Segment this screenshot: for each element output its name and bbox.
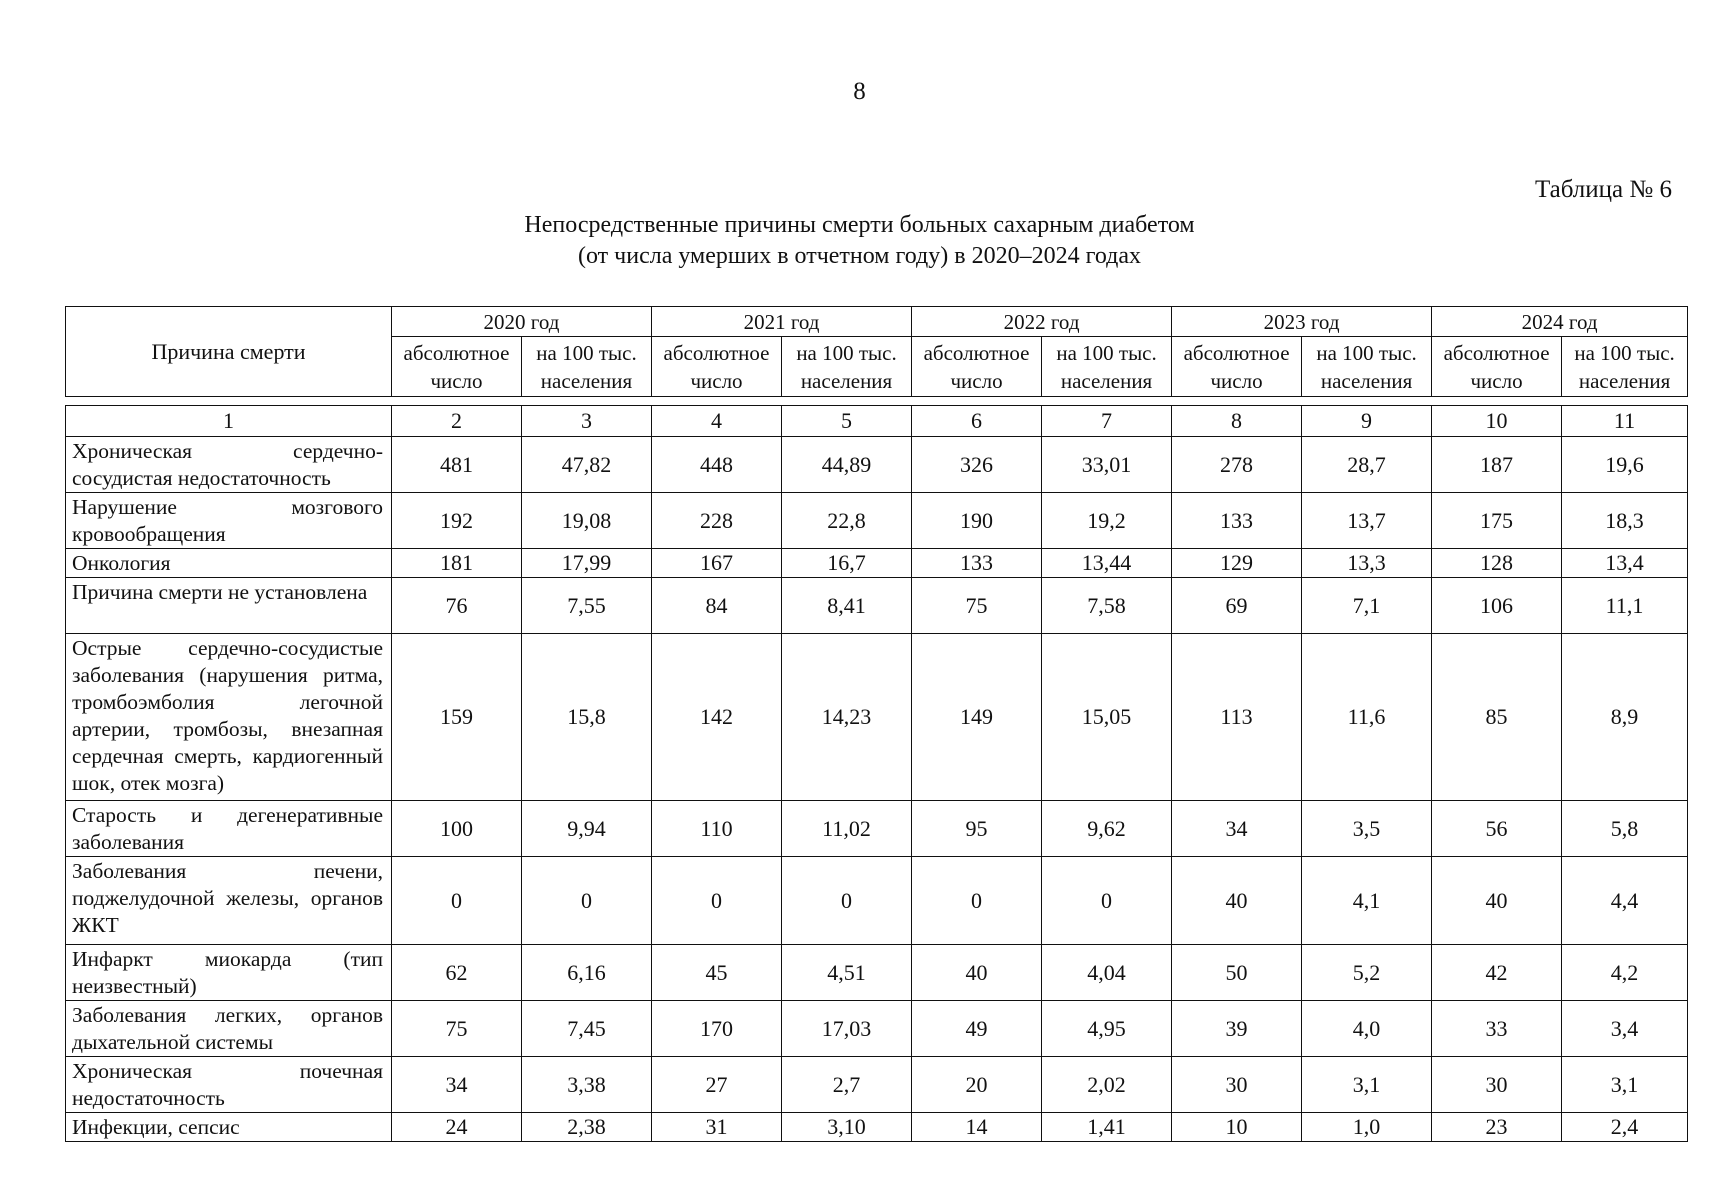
per-100k-cell: 22,8 — [782, 493, 912, 549]
table-title — [0, 210, 1719, 272]
per-100k-cell: 7,1 — [1302, 578, 1432, 634]
cause-column-header: Причина смерти — [66, 307, 392, 397]
absolute-number-cell: 190 — [912, 493, 1042, 549]
per-100k-cell: 6,16 — [522, 945, 652, 1001]
cause-cell: Хроническая почечная недостаточность — [66, 1057, 392, 1113]
table-row — [66, 1001, 1688, 1057]
cause-cell: Инфаркт миокарда (тип неизвестный) — [66, 945, 392, 1001]
absolute-number-cell: 84 — [652, 578, 782, 634]
absolute-number-cell: 34 — [1172, 801, 1302, 857]
absolute-number-cell: 159 — [392, 634, 522, 801]
column-number-row — [66, 406, 1688, 437]
per-100k-cell: 33,01 — [1042, 437, 1172, 493]
absolute-number-cell: 129 — [1172, 549, 1302, 578]
cause-cell: Старость и дегенеративные заболевания — [66, 801, 392, 857]
year-header-2024: 2024 год — [1432, 307, 1688, 337]
per-100k-cell: 13,7 — [1302, 493, 1432, 549]
per-100k-cell: 17,03 — [782, 1001, 912, 1057]
absolute-number-cell: 133 — [912, 549, 1042, 578]
absolute-number-cell: 49 — [912, 1001, 1042, 1057]
per-100k-cell: 3,5 — [1302, 801, 1432, 857]
absolute-number-cell: 14 — [912, 1113, 1042, 1142]
absolute-number-cell: 30 — [1432, 1057, 1562, 1113]
per-100k-cell: 2,4 — [1562, 1113, 1688, 1142]
per-100k-cell: 2,7 — [782, 1057, 912, 1113]
per-100k-cell: 9,62 — [1042, 801, 1172, 857]
year-header-2020: 2020 год — [392, 307, 652, 337]
absolute-number-cell: 34 — [392, 1057, 522, 1113]
table-row — [66, 801, 1688, 857]
table-row — [66, 578, 1688, 634]
table-label: Таблица № 6 — [1534, 176, 1672, 203]
per-100k-cell: 5,2 — [1302, 945, 1432, 1001]
table-row — [66, 549, 1688, 578]
per-100k-cell: 0 — [1042, 857, 1172, 945]
absolute-number-cell: 23 — [1432, 1113, 1562, 1142]
absolute-number-header: абсолютное число — [1172, 337, 1302, 397]
cause-cell: Инфекции, сепсис — [66, 1113, 392, 1142]
absolute-number-cell: 128 — [1432, 549, 1562, 578]
table-title-line-2: (от числа умерших в отчетном году) в 2020–2024 годах — [577, 243, 1141, 269]
absolute-number-cell: 142 — [652, 634, 782, 801]
per-100k-cell: 44,89 — [782, 437, 912, 493]
per-100k-cell: 18,3 — [1562, 493, 1688, 549]
data-table — [65, 405, 1688, 1142]
column-number: 9 — [1302, 406, 1432, 437]
year-header-row — [66, 307, 1688, 337]
column-number: 6 — [912, 406, 1042, 437]
absolute-number-cell: 40 — [1432, 857, 1562, 945]
per-100k-cell: 19,08 — [522, 493, 652, 549]
absolute-number-cell: 30 — [1172, 1057, 1302, 1113]
per-100k-cell: 1,41 — [1042, 1113, 1172, 1142]
cause-cell: Острые сердечно-сосудистые заболевания (нарушения ритма, тромбоэмболия легочной артерии, тромбозы, внезапная сердечная смерть, кардиогенный шок, отек мозга) — [66, 634, 392, 801]
per-100k-cell: 13,44 — [1042, 549, 1172, 578]
column-number: 7 — [1042, 406, 1172, 437]
absolute-number-cell: 31 — [652, 1113, 782, 1142]
column-number: 3 — [522, 406, 652, 437]
per-100k-cell: 7,58 — [1042, 578, 1172, 634]
absolute-number-header: абсолютное число — [912, 337, 1042, 397]
per-100k-cell: 3,1 — [1302, 1057, 1432, 1113]
per-100k-header: на 100 тыс. населения — [1302, 337, 1432, 397]
absolute-number-cell: 95 — [912, 801, 1042, 857]
year-header-2021: 2021 год — [652, 307, 912, 337]
absolute-number-cell: 326 — [912, 437, 1042, 493]
absolute-number-cell: 40 — [912, 945, 1042, 1001]
cause-cell: Нарушение мозгового кровообращения — [66, 493, 392, 549]
absolute-number-header: абсолютное число — [392, 337, 522, 397]
per-100k-cell: 4,95 — [1042, 1001, 1172, 1057]
table-row — [66, 437, 1688, 493]
absolute-number-cell: 27 — [652, 1057, 782, 1113]
per-100k-cell: 1,0 — [1302, 1113, 1432, 1142]
cause-cell: Заболевания печени, поджелудочной железы, органов ЖКТ — [66, 857, 392, 945]
per-100k-header: на 100 тыс. населения — [1042, 337, 1172, 397]
per-100k-header: на 100 тыс. населения — [1562, 337, 1688, 397]
per-100k-cell: 13,3 — [1302, 549, 1432, 578]
absolute-number-cell: 24 — [392, 1113, 522, 1142]
per-100k-cell: 0 — [522, 857, 652, 945]
per-100k-cell: 7,55 — [522, 578, 652, 634]
absolute-number-cell: 100 — [392, 801, 522, 857]
per-100k-cell: 17,99 — [522, 549, 652, 578]
absolute-number-cell: 33 — [1432, 1001, 1562, 1057]
column-number: 5 — [782, 406, 912, 437]
absolute-number-cell: 113 — [1172, 634, 1302, 801]
per-100k-cell: 28,7 — [1302, 437, 1432, 493]
per-100k-cell: 8,41 — [782, 578, 912, 634]
per-100k-cell: 3,4 — [1562, 1001, 1688, 1057]
absolute-number-cell: 42 — [1432, 945, 1562, 1001]
per-100k-cell: 4,4 — [1562, 857, 1688, 945]
table-title-line-1: Непосредственные причины смерти больных сахарным диабетом — [524, 212, 1195, 238]
per-100k-cell: 5,8 — [1562, 801, 1688, 857]
per-100k-cell: 11,02 — [782, 801, 912, 857]
per-100k-cell: 4,51 — [782, 945, 912, 1001]
year-header-2022: 2022 год — [912, 307, 1172, 337]
per-100k-cell: 16,7 — [782, 549, 912, 578]
absolute-number-cell: 76 — [392, 578, 522, 634]
table-row — [66, 1113, 1688, 1142]
absolute-number-cell: 75 — [392, 1001, 522, 1057]
absolute-number-cell: 175 — [1432, 493, 1562, 549]
per-100k-cell: 19,6 — [1562, 437, 1688, 493]
cause-cell: Онкология — [66, 549, 392, 578]
absolute-number-cell: 85 — [1432, 634, 1562, 801]
absolute-number-cell: 149 — [912, 634, 1042, 801]
absolute-number-cell: 170 — [652, 1001, 782, 1057]
per-100k-cell: 9,94 — [522, 801, 652, 857]
cause-cell: Заболевания легких, органов дыхательной системы — [66, 1001, 392, 1057]
absolute-number-cell: 187 — [1432, 437, 1562, 493]
absolute-number-cell: 106 — [1432, 578, 1562, 634]
table-row — [66, 857, 1688, 945]
absolute-number-cell: 228 — [652, 493, 782, 549]
absolute-number-cell: 75 — [912, 578, 1042, 634]
table-row — [66, 493, 1688, 549]
per-100k-cell: 2,02 — [1042, 1057, 1172, 1113]
column-number: 8 — [1172, 406, 1302, 437]
per-100k-cell: 19,2 — [1042, 493, 1172, 549]
table-row — [66, 1057, 1688, 1113]
per-100k-cell: 14,23 — [782, 634, 912, 801]
per-100k-cell: 4,04 — [1042, 945, 1172, 1001]
per-100k-cell: 7,45 — [522, 1001, 652, 1057]
table-header — [65, 306, 1688, 397]
table-row — [66, 945, 1688, 1001]
per-100k-cell: 8,9 — [1562, 634, 1688, 801]
per-100k-cell: 3,10 — [782, 1113, 912, 1142]
column-number: 11 — [1562, 406, 1688, 437]
absolute-number-cell: 39 — [1172, 1001, 1302, 1057]
cause-cell: Хроническая сердечно-сосудистая недостаточность — [66, 437, 392, 493]
absolute-number-cell: 181 — [392, 549, 522, 578]
absolute-number-cell: 278 — [1172, 437, 1302, 493]
absolute-number-cell: 0 — [912, 857, 1042, 945]
column-number: 1 — [66, 406, 392, 437]
absolute-number-cell: 50 — [1172, 945, 1302, 1001]
absolute-number-cell: 448 — [652, 437, 782, 493]
absolute-number-cell: 0 — [652, 857, 782, 945]
year-header-2023: 2023 год — [1172, 307, 1432, 337]
per-100k-cell: 0 — [782, 857, 912, 945]
column-number: 10 — [1432, 406, 1562, 437]
per-100k-cell: 13,4 — [1562, 549, 1688, 578]
per-100k-cell: 15,8 — [522, 634, 652, 801]
absolute-number-cell: 192 — [392, 493, 522, 549]
per-100k-cell: 3,38 — [522, 1057, 652, 1113]
cause-cell: Причина смерти не установлена — [66, 578, 392, 634]
column-number: 2 — [392, 406, 522, 437]
absolute-number-cell: 40 — [1172, 857, 1302, 945]
absolute-number-header: абсолютное число — [652, 337, 782, 397]
per-100k-cell: 11,6 — [1302, 634, 1432, 801]
per-100k-cell: 4,0 — [1302, 1001, 1432, 1057]
per-100k-cell: 4,2 — [1562, 945, 1688, 1001]
per-100k-header: на 100 тыс. населения — [782, 337, 912, 397]
absolute-number-cell: 56 — [1432, 801, 1562, 857]
per-100k-header: на 100 тыс. населения — [522, 337, 652, 397]
absolute-number-cell: 110 — [652, 801, 782, 857]
table-row — [66, 634, 1688, 801]
per-100k-cell: 11,1 — [1562, 578, 1688, 634]
per-100k-cell: 4,1 — [1302, 857, 1432, 945]
per-100k-cell: 47,82 — [522, 437, 652, 493]
column-number: 4 — [652, 406, 782, 437]
absolute-number-cell: 133 — [1172, 493, 1302, 549]
page-number: 8 — [853, 78, 866, 105]
absolute-number-cell: 10 — [1172, 1113, 1302, 1142]
per-100k-cell: 3,1 — [1562, 1057, 1688, 1113]
absolute-number-cell: 45 — [652, 945, 782, 1001]
absolute-number-cell: 0 — [392, 857, 522, 945]
absolute-number-cell: 62 — [392, 945, 522, 1001]
absolute-number-cell: 69 — [1172, 578, 1302, 634]
absolute-number-cell: 20 — [912, 1057, 1042, 1113]
per-100k-cell: 15,05 — [1042, 634, 1172, 801]
per-100k-cell: 2,38 — [522, 1113, 652, 1142]
absolute-number-cell: 481 — [392, 437, 522, 493]
absolute-number-header: абсолютное число — [1432, 337, 1562, 397]
absolute-number-cell: 167 — [652, 549, 782, 578]
